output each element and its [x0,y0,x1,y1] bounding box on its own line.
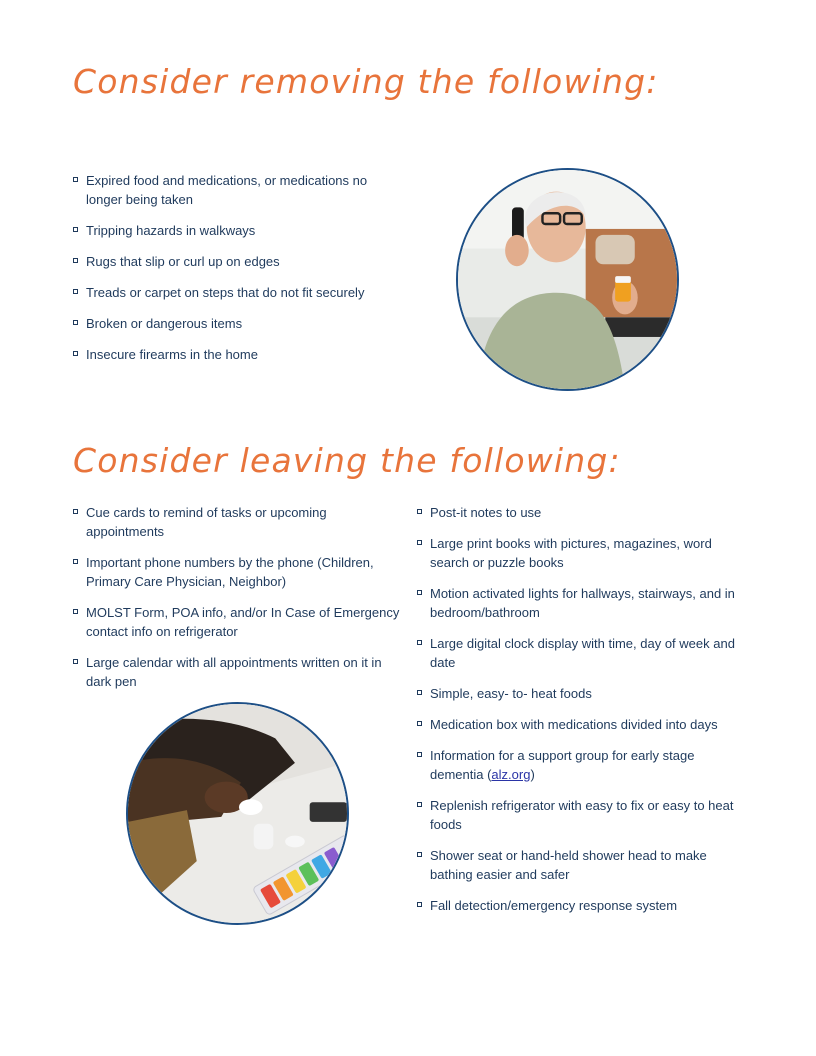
checkbox-square-icon [73,659,78,664]
removing-checklist [73,171,393,376]
list-item: Expired food and medications, or medications no longer being taken [73,171,393,209]
list-item: Shower seat or hand-held shower head to make bathing easier and safer [417,846,747,884]
list-item: Rugs that slip or curl up on edges [73,252,393,271]
checkbox-square-icon [73,351,78,356]
list-item: Replenish refrigerator with easy to fix or easy to heat foods [417,796,747,834]
list-item: Cue cards to remind of tasks or upcoming appointments [73,503,403,541]
leaving-checklist-left [73,503,403,703]
list-item: MOLST Form, POA info, and/or In Case of Emergency contact info on refrigerator [73,603,403,641]
checkbox-square-icon [73,320,78,325]
list-item: Large calendar with all appointments written on it in dark pen [73,653,403,691]
checkbox-square-icon [73,227,78,232]
list-item: Important phone numbers by the phone (Children, Primary Care Physician, Neighbor) [73,553,403,591]
checkbox-square-icon [73,559,78,564]
leaving-checklist-right [417,503,747,927]
checkbox-square-icon [417,752,422,757]
checkbox-square-icon [73,509,78,514]
heading-removing: Consider removing the following: [73,62,659,101]
checkbox-square-icon [417,721,422,726]
list-item: Simple, easy- to- heat foods [417,684,747,703]
checkbox-square-icon [417,509,422,514]
list-item: Insecure firearms in the home [73,345,393,364]
list-item: Motion activated lights for hallways, stairways, and in bedroom/bathroom [417,584,747,622]
checkbox-square-icon [417,902,422,907]
list-item: Fall detection/emergency response system [417,896,747,915]
alz-org-link[interactable]: alz.org [491,767,531,782]
checkbox-square-icon [73,258,78,263]
checkbox-square-icon [73,609,78,614]
woman-on-phone-photo [456,168,679,391]
list-item: Large digital clock display with time, day of week and date [417,634,747,672]
list-item: Treads or carpet on steps that do not fit securely [73,283,393,302]
checkbox-square-icon [417,640,422,645]
checkbox-square-icon [417,590,422,595]
list-item: Large print books with pictures, magazines, word search or puzzle books [417,534,747,572]
heading-leaving: Consider leaving the following: [73,441,621,480]
checkbox-square-icon [417,540,422,545]
pill-organizer-photo [126,702,349,925]
list-item: Post-it notes to use [417,503,747,522]
list-item: Tripping hazards in walkways [73,221,393,240]
support-group-item: Information for a support group for early stage dementia (alz.org) [417,746,747,784]
checkbox-square-icon [73,177,78,182]
checkbox-square-icon [417,802,422,807]
list-item: Broken or dangerous items [73,314,393,333]
list-item: Medication box with medications divided into days [417,715,747,734]
checkbox-square-icon [417,852,422,857]
checkbox-square-icon [73,289,78,294]
checkbox-square-icon [417,690,422,695]
